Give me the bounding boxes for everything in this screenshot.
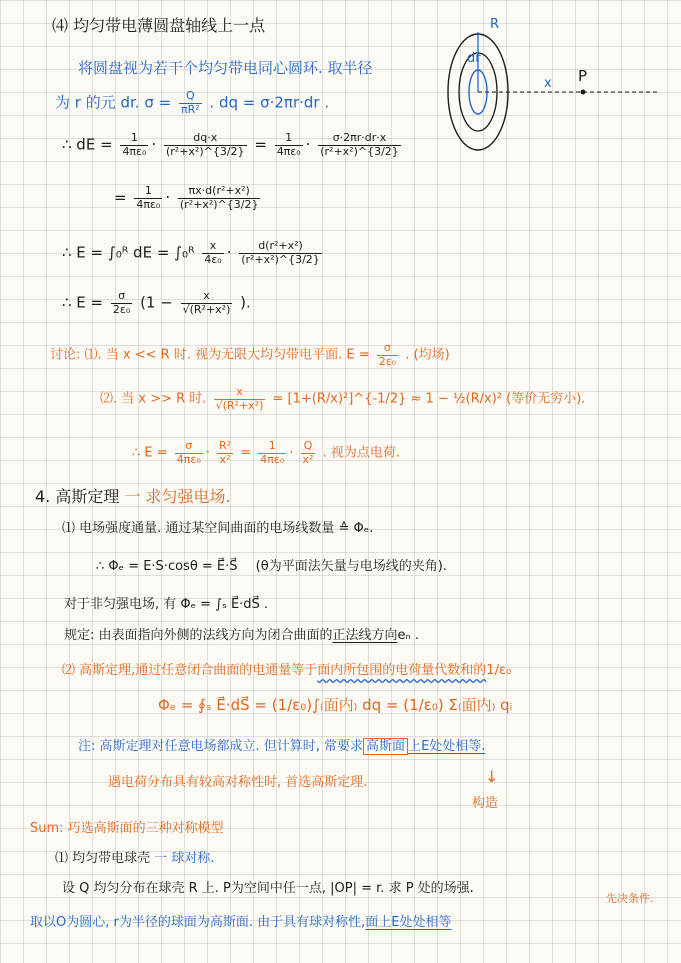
- eq3-f1d: 4ε₀: [204, 252, 222, 266]
- diagram-label-x: x: [544, 76, 552, 91]
- eq1-mid: =: [254, 135, 267, 154]
- eq1-frac-3: [275, 132, 303, 158]
- equation-result: [62, 290, 251, 316]
- disc-l3b: =: [240, 445, 252, 461]
- eq3-f2d: (r²+x²)^{3/2}: [241, 252, 320, 266]
- flux-heading: ⑴ 电场强度通量. 通过某空间曲面的电场线数量 ≙ Φₑ.: [62, 521, 374, 536]
- diagram-label-r: R: [490, 17, 500, 32]
- sigma-fraction: [179, 90, 202, 116]
- disc-l2c: (等价无穷小).: [506, 391, 586, 407]
- eq2-f2n: πx·d(r²+x²): [178, 185, 261, 199]
- gauss-head-b: 通过任意闭合曲面的电通量等于: [135, 663, 318, 678]
- disc-fn: σ: [377, 342, 398, 356]
- eq1-f2d: (r²+x²)^{3/2}: [165, 144, 245, 158]
- disc-l2-frac: [214, 386, 266, 412]
- disc-tail: . (均场): [405, 347, 450, 363]
- eq3-f2n: d(r²+x²): [239, 240, 322, 254]
- eq4-lead: ∴ E =: [62, 293, 104, 312]
- intro-line-1: 将圆盘视为若干个均匀带电同心圆环. 取半径: [78, 59, 373, 77]
- eq4-frac-2: [181, 290, 233, 316]
- rule-b: 正法线方向: [332, 628, 398, 643]
- gauss-equation: Φₑ = ∮ₛ E⃗·dS⃗ = (1/ε₀)∫₍面内₎ dq = (1/ε₀) Σ₍面内₎ qᵢ: [158, 696, 513, 714]
- shell-head-a: ⑴ 均匀带电球壳: [55, 851, 151, 866]
- rule-c: eₙ .: [397, 628, 419, 643]
- intro-line-2: [55, 90, 329, 116]
- sigma-den: πR²: [180, 102, 200, 116]
- eq4-frac-1: [111, 290, 132, 316]
- disc-l2a: ⑵. 当 x >> R 时.: [100, 391, 207, 407]
- eq1-f3d: 4πε₀: [276, 144, 301, 158]
- shell-heading: [55, 852, 215, 867]
- section-title-disc: ⑷ 均匀带电薄圆盘轴线上一点: [52, 16, 266, 35]
- eq4-f2n: x: [181, 290, 233, 304]
- disc-l3f4n: Q: [301, 440, 316, 454]
- disc-l3-frac-1: [175, 440, 203, 466]
- shell-gauss-surface: [30, 916, 451, 931]
- disc-fd: 2ε₀: [378, 354, 397, 368]
- discussion-line-2: [100, 386, 585, 412]
- eq3-f1n: x: [202, 240, 223, 254]
- eq1-f2n: dq·x: [164, 132, 247, 146]
- section-4-num: 4.: [35, 487, 51, 506]
- disc-l2fd: √(R²+x²): [215, 398, 264, 412]
- eq2-f1d: 4πε₀: [136, 197, 161, 211]
- note-line-2: 遇电荷分布具有较高对称性时, 首选高斯定理.: [108, 775, 368, 790]
- eq2-f2d: (r²+x²)^{3/2}: [179, 197, 259, 211]
- construct-label: 构造: [472, 796, 499, 811]
- disc-l3f1n: σ: [175, 440, 203, 454]
- gauss-head-d: 1/ε₀: [486, 663, 512, 678]
- sigma-num: Q: [179, 90, 202, 104]
- rule-a: 规定: 由表面指向外侧的法线方向为闭合曲面的: [64, 628, 333, 643]
- disc-l3c: . 视为点电荷.: [322, 445, 401, 461]
- shell-setup: 设 Q 均匀分布在球壳 R 上. P为空间中任一点, |OP| = r. 求 P 处的场强.: [62, 881, 474, 896]
- equation-de: ∴ dE = $\frac{1}{\text{4πε₀}}$ · $\frac{dq\cdot x}{\text{(r²+x²)\textasciicircum{}\{3/2\}}}$ = $\frac{1}{\text{4πε₀}}$ · $\frac{\sigma\cdot 2\pi r\cdot dr\cdot x}{\text{(r²+x²)\textasciicircum{}\{3/2\}}}$: [62, 131, 399, 158]
- equation-de-2: = $\frac{1}{\text{4πε₀}}$ · $\frac{\text{πx·d(r²+x²)}}{\text{(r²+x²)\textasciicircum{}\{3/2\}}}$: [114, 184, 259, 211]
- disc-l3-frac-2: [217, 440, 233, 466]
- disc-l3f4d: x²: [302, 452, 314, 466]
- discussion-line-3: ∴ E = $\frac{\sigma}{\text{4πε₀}}$ · $\frac{\text{R²}}{\text{x²}}$ = $\frac{1}{\text{4πε₀}}$ · $\frac{Q}{\text{x²}}$ . 视为点电荷.: [132, 439, 401, 466]
- eq2-f1n: 1: [134, 185, 162, 199]
- eq4-f2d: √(R²+x²): [182, 302, 231, 316]
- note-a: 注: 高斯定理对任意电场都成立. 但计算时, 常要求: [78, 739, 364, 754]
- flux-eq: ∴ Φₑ = E·S·cosθ = E⃗·S⃗: [96, 559, 238, 574]
- point-p-dot: [581, 90, 586, 95]
- normal-rule: [64, 629, 419, 644]
- section-4-sub: 一 求匀强电场.: [124, 487, 231, 506]
- eq3-frac-2: [239, 240, 322, 266]
- disc-l3f2n: R²: [219, 439, 232, 452]
- flux-equation: [96, 560, 447, 575]
- eq4-f1d: 2ε₀: [112, 302, 131, 316]
- construct-arrow: ↓: [485, 767, 499, 786]
- eq1-frac-2: [164, 132, 247, 158]
- shell-head-b: 一 球对称.: [154, 851, 215, 866]
- eq4-f1n: σ: [111, 290, 132, 304]
- disc-l3f2d: x²: [219, 452, 231, 466]
- gauss-head-a: ⑵ 高斯定理,: [62, 663, 136, 678]
- discussion-line-1: [50, 342, 450, 368]
- nonuniform-flux: 对于非匀强电场, 有 Φₑ = ∫ₛ E⃗·dS⃗ .: [64, 597, 269, 612]
- disc-l3f3n: 1: [258, 440, 286, 454]
- disc-l3f1d: 4πε₀: [176, 452, 201, 466]
- note-b: 上E处处相等.: [408, 739, 486, 754]
- intro-text-b: . dq = σ·2πr·dr .: [209, 93, 330, 112]
- intro-text-a: 为 r 的元 dr. σ =: [55, 93, 172, 112]
- eq3-lead: ∴ E = ∫₀ᴿ dE = ∫₀ᴿ: [62, 243, 195, 262]
- shell-l2a: 取以O为圆心, r为半径的球面为高斯面. 由于具有球对称性,: [30, 915, 366, 930]
- diagram-label-p: P: [578, 67, 588, 85]
- eq4-mid: (1 −: [140, 293, 173, 312]
- disc-l2b: = [1+(R/x)²]^{-1/2} ≈ 1 − ½(R/x)²: [272, 391, 503, 407]
- shell-l2b: 面上E处处相等: [365, 915, 452, 930]
- disc-frac: [377, 342, 398, 368]
- eq1-f1d: 4πε₀: [122, 144, 147, 158]
- eq1-lead: ∴ dE =: [62, 135, 113, 154]
- disc-l3-frac-4: [301, 440, 316, 466]
- eq1-f4n: σ·2πr·dr·x: [318, 132, 401, 146]
- eq3-frac-1: [202, 240, 223, 266]
- disc-l3f3d: 4πε₀: [260, 452, 285, 466]
- eq1-f1n: 1: [120, 132, 148, 146]
- eq4-tail: ).: [240, 293, 251, 312]
- eq1-f3n: 1: [275, 132, 303, 146]
- eq2-lead: =: [114, 188, 127, 207]
- disc-l3a: ∴ E =: [132, 445, 168, 461]
- eq1-f4d: (r²+x²)^{3/2}: [320, 144, 399, 158]
- gauss-head-c: 面内所包围的电荷量代数和的: [317, 663, 487, 678]
- eq1-frac-4: [318, 132, 401, 158]
- eq1-frac-1: [120, 132, 148, 158]
- disc-label: 讨论: ⑴. 当 x << R 时. 视为无限大均匀带电平面. E =: [50, 347, 370, 363]
- disc-l3-frac-3: [258, 440, 286, 466]
- diagram-label-dr: dr: [467, 51, 481, 66]
- eq2-frac-1: [134, 185, 162, 211]
- eq2-frac-2: [178, 185, 261, 211]
- side-note-precondition: 先决条件.: [606, 892, 654, 905]
- note-box: 高斯面: [363, 738, 408, 755]
- flux-note: (θ为平面法矢量与电场线的夹角).: [255, 559, 447, 574]
- section-4-title: 高斯定理: [55, 487, 120, 506]
- summary-heading: Sum: 巧选高斯面的三种对称模型: [30, 821, 224, 836]
- equation-integral: ∴ E = ∫₀ᴿ dE = ∫₀ᴿ $\frac{x}{\text{4ε₀}}$ · $\frac{\text{d(r²+x²)}}{\text{(r²+x²)\textasciicircum{}\{3/2\}}}$: [62, 239, 320, 266]
- disc-l2fn: x: [214, 386, 266, 400]
- gauss-law-heading: [62, 664, 511, 679]
- note-line-1: [78, 740, 485, 755]
- section-4-heading: [35, 488, 231, 506]
